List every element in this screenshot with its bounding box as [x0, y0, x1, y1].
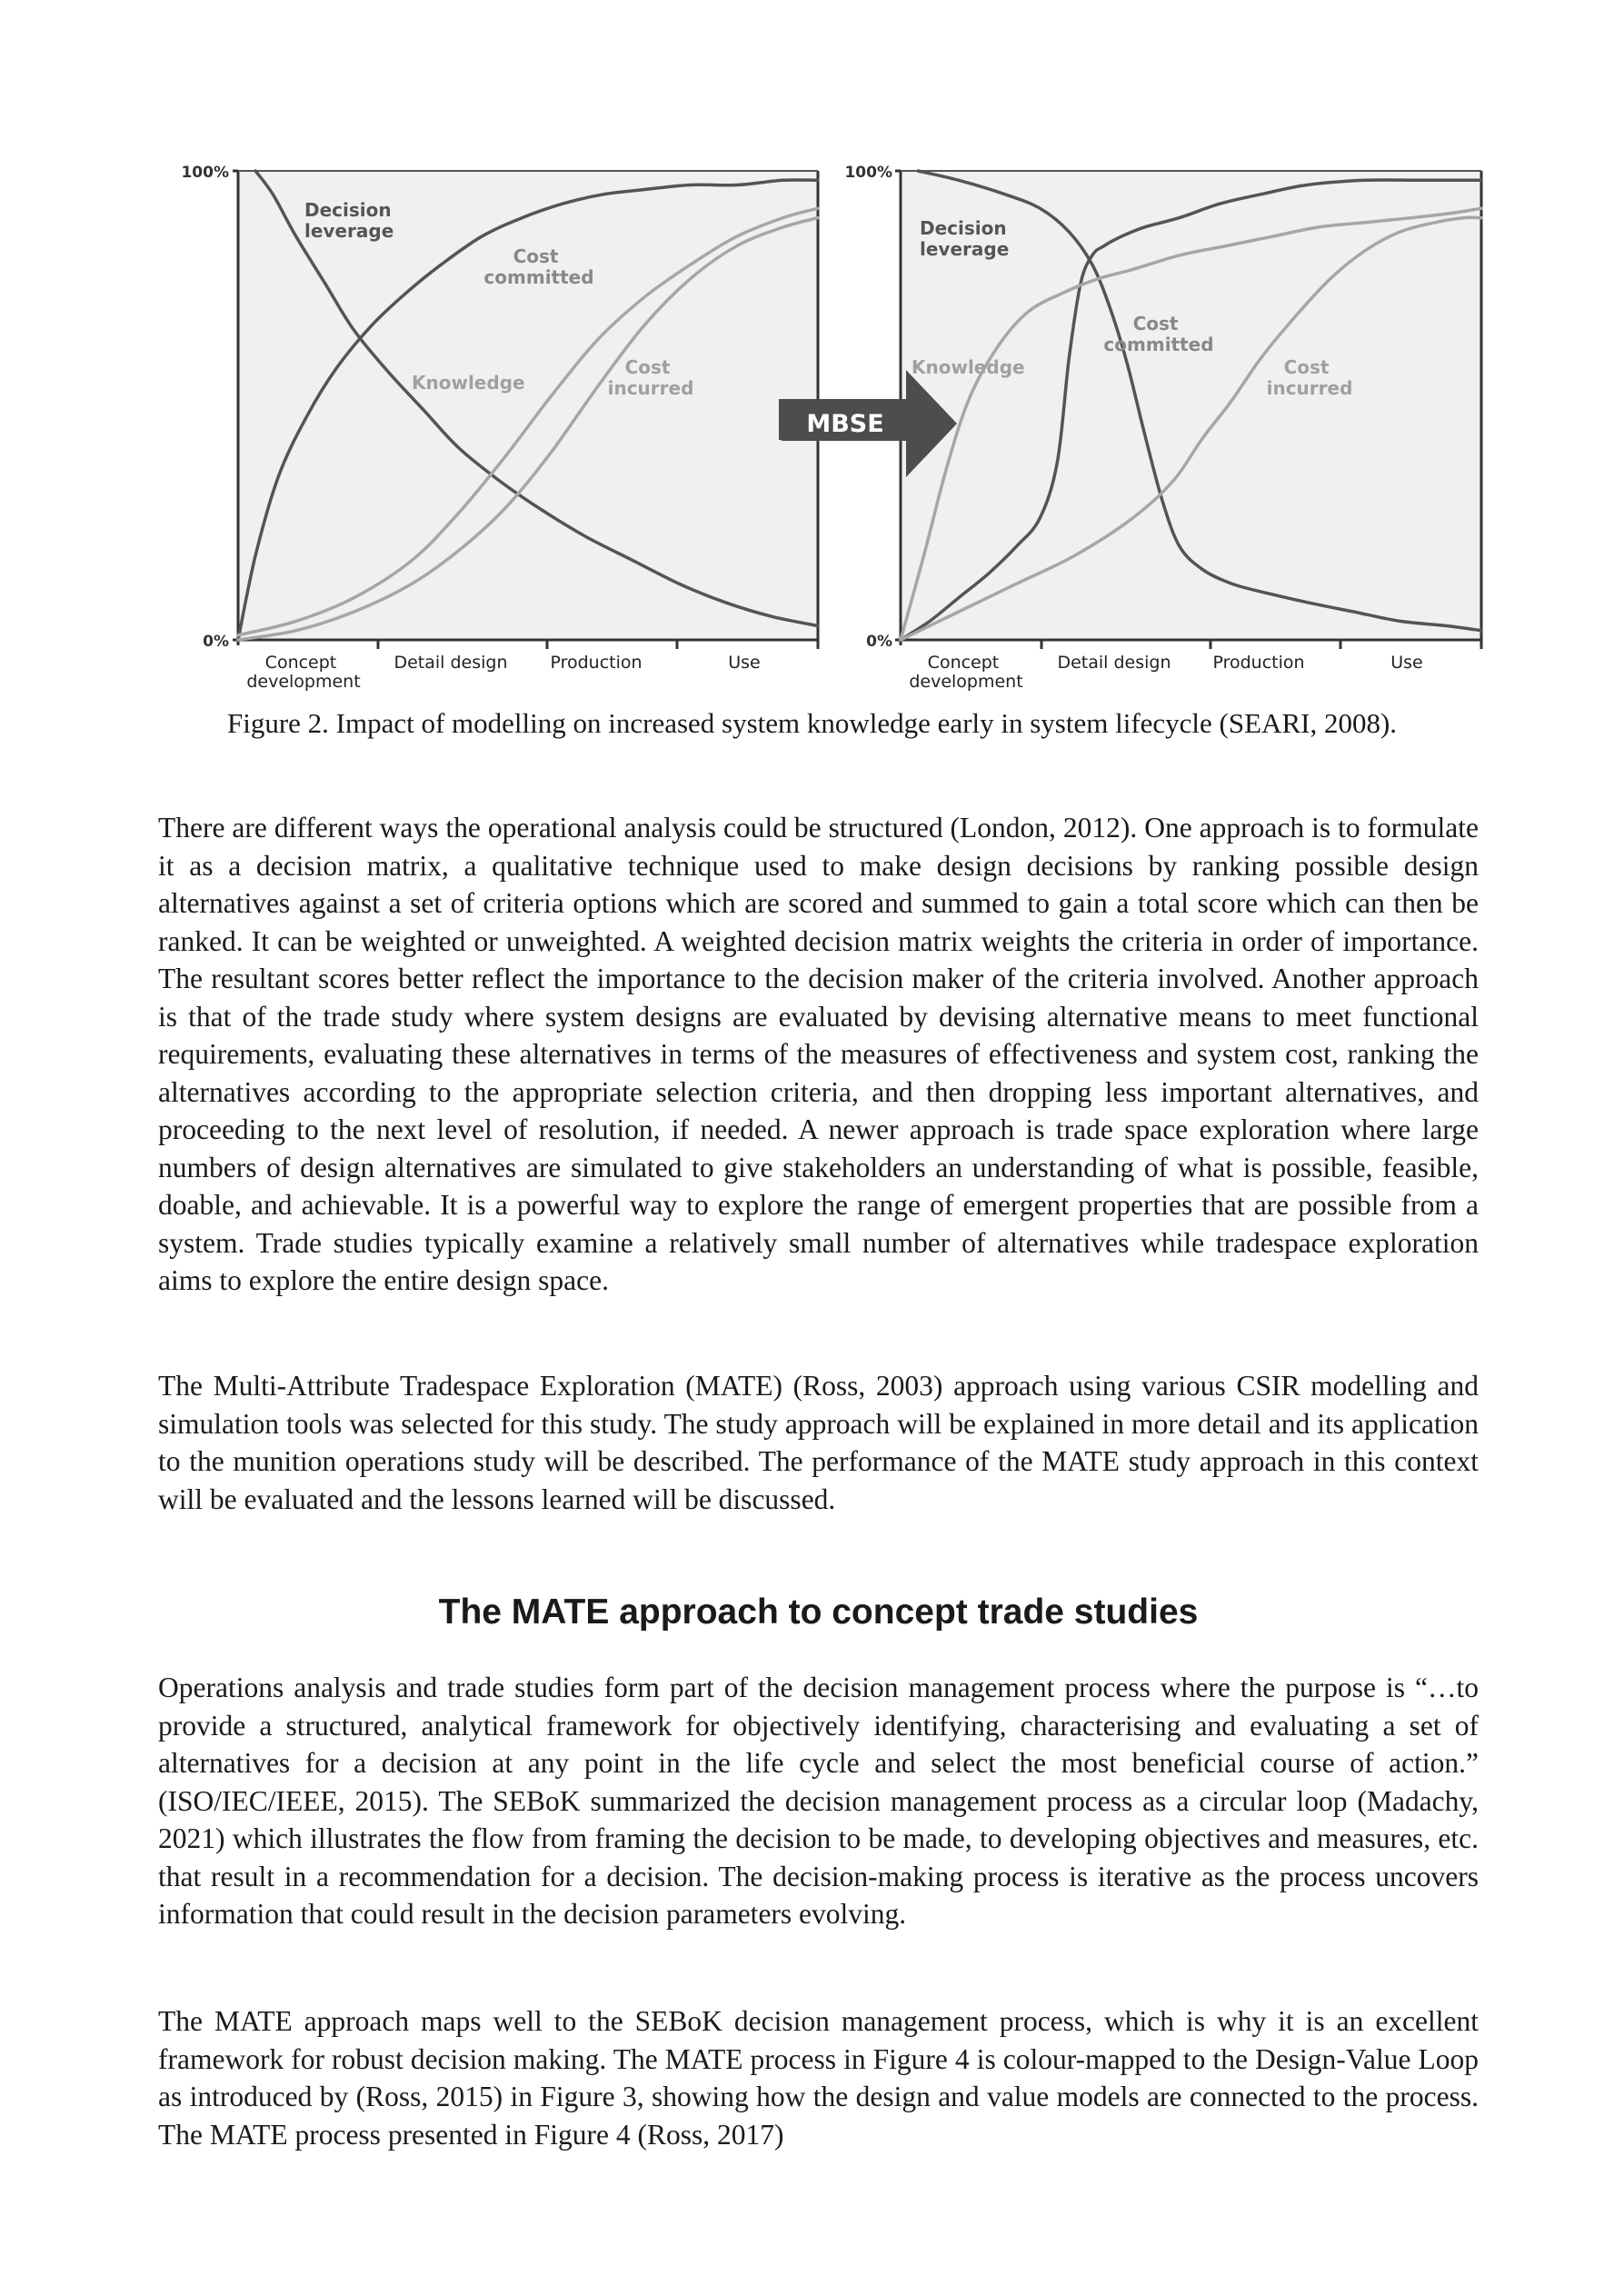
right-label-cost-committed: Cost committed	[1103, 313, 1214, 355]
figure-caption: Figure 2. Impact of modelling on increased system knowledge early in system lifecycle (SEARI, 2008).	[226, 707, 1398, 739]
right-xtick-production: Production	[1212, 653, 1305, 673]
paragraph-decision-management: Operations analysis and trade studies form part of the decision management process where the purpose is “…to provide a structured, analytical framework for objectively identifying, characterising and evaluating a set of alternatives for a decision at any point in the life cycle and select the most beneficial course of action.” (ISO/IEC/IEEE, 2015). The SEBoK summarized the decision management process as a circular loop (Madachy, 2021) which illustrates the flow from framing the decision to be made, to developing objectives and measures, etc. that result in a recommendation for a decision. The decision-making process is iterative as the process uncovers information that could result in the decision parameters evolving.	[158, 1672, 1479, 1930]
lifecycle-chart-svg	[136, 150, 1499, 709]
paragraph-operational-analysis: There are different ways the operational analysis could be structured (London, 2012). One approach is to formulate it as a decision matrix, a qualitative technique used to make design decisions by ranking possible design alternatives against a set of criteria options which are scored and summed to gain a total score which can then be ranked. It can be weighted or unweighted. A weighted decision matrix weights the criteria in order of importance. The resultant scores better reflect the importance to the decision maker of the criteria involved. Another approach is that of the trade study where system designs are evaluated by devising alternative means to meet functional requirements, evaluating these alternatives in terms of the measures of effectiveness and system cost, ranking the alternatives according to the appropriate selection criteria, and then dropping less important alternatives, and proceeding to the next level of resolution, if needed. A newer approach is trade space exploration where large numbers of design alternatives are simulated to give stakeholders an understanding of what is possible, feasible, doable, and achievable. It is a powerful way to explore the range of emergent properties that are possible from a system. Trade studies typically examine a relatively small number of alternatives while tradespace exploration aims to explore the entire design space.	[158, 812, 1479, 1296]
left-xtick-use: Use	[728, 653, 761, 673]
figure-lifecycle-charts	[136, 150, 1499, 709]
right-ytick-0: 0%	[866, 633, 892, 651]
right-ytick-100: 100%	[844, 164, 892, 182]
mbse-arrow-label: MBSE	[806, 410, 884, 438]
section-heading: The MATE approach to concept trade studies	[438, 1592, 1199, 1632]
left-ytick-100: 100%	[181, 164, 229, 182]
left-xtick-production: Production	[550, 653, 643, 673]
right-label-decision-leverage: Decision leverage	[920, 217, 1010, 260]
left-xtick-detail-design: Detail design	[394, 653, 508, 673]
left-label-knowledge: Knowledge	[412, 372, 525, 394]
paragraph-mate-mapping: The MATE approach maps well to the SEBoK decision management process, which is why it is an excellent framework for robust decision making. The MATE process in Figure 4 is colour-mapped to the Design-Value Loop as introduced by (Ross, 2015) in Figure 3, showing how the design and value models are connected to the process. The MATE process presented in Figure 4 (Ross, 2017)	[158, 2005, 1479, 2151]
left-label-decision-leverage: Decision leverage	[304, 199, 394, 242]
left-label-cost-incurred: Cost incurred	[607, 356, 694, 399]
left-label-cost-committed: Cost committed	[483, 245, 594, 288]
paragraph-mate-selection: The Multi-Attribute Tradespace Exploration (MATE) (Ross, 2003) approach using various CSIR modelling and simulation tools was selected for this study. The study approach will be explained in more detail and its application to the munition operations study will be described. The performance of the MATE study approach in this context will be evaluated and the lessons learned will be discussed.	[158, 1370, 1479, 1515]
left-xtick-concept-development: Concept development	[246, 653, 361, 692]
right-xtick-use: Use	[1390, 653, 1423, 673]
right-label-cost-incurred: Cost incurred	[1266, 356, 1353, 399]
right-xtick-detail-design: Detail design	[1057, 653, 1171, 673]
right-label-knowledge: Knowledge	[912, 356, 1025, 378]
left-ytick-0: 0%	[203, 633, 229, 651]
right-xtick-concept-development: Concept development	[909, 653, 1023, 692]
